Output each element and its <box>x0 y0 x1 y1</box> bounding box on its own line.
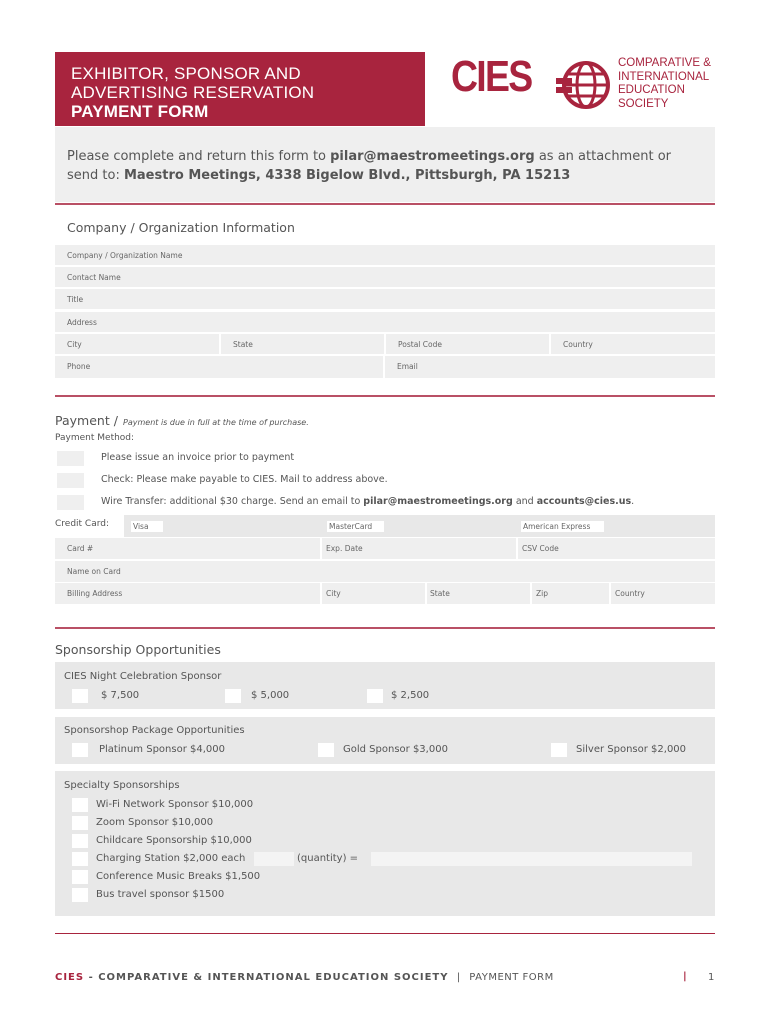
address-field[interactable]: Address <box>55 312 715 332</box>
company-heading: Company / Organization Information <box>67 220 295 235</box>
night-5000-label: $ 5,000 <box>251 690 290 701</box>
globe-icon <box>556 60 612 110</box>
phone-field[interactable]: Phone <box>55 356 383 378</box>
title-line-3: PAYMENT FORM <box>71 102 209 121</box>
intro-address: Maestro Meetings, 4338 Bigelow Blvd., Pittsburgh, PA 15213 <box>123 168 571 183</box>
billing-country-field[interactable]: Country <box>611 583 715 604</box>
logo-sub-3: EDUCATION <box>618 84 685 96</box>
title-field[interactable]: Title <box>55 289 715 309</box>
logo-sub-4: SOCIETY <box>618 97 669 110</box>
footer-org: CIES <box>55 972 85 983</box>
wire-email-2[interactable]: accounts@cies.us <box>536 496 632 507</box>
footer-sep: | <box>456 972 462 983</box>
silver-label: Silver Sponsor $2,000 <box>576 744 687 755</box>
contact-name-field[interactable]: Contact Name <box>55 267 715 287</box>
specialty-title: Specialty Sponsorships <box>64 780 180 791</box>
divider <box>55 627 715 629</box>
music-breaks-checkbox[interactable] <box>72 870 88 884</box>
billing-address-field[interactable]: Billing Address <box>55 583 320 604</box>
payment-note: Payment is due in full at the time of purchase. <box>123 418 309 427</box>
invoice-checkbox[interactable] <box>57 451 84 466</box>
intro-box <box>55 127 715 202</box>
amex-option[interactable]: American Express <box>521 521 604 532</box>
invoice-option-label: Please issue an invoice prior to payment <box>101 452 295 463</box>
check-option-label: Check: Please make payable to CIES. Mail to address above. <box>101 474 388 485</box>
night-sponsor-box <box>55 662 715 709</box>
name-on-card-field[interactable]: Name on Card <box>55 561 715 582</box>
silver-checkbox[interactable] <box>551 743 567 757</box>
wire-end: . <box>631 496 635 507</box>
wire-text: Wire Transfer: additional $30 charge. Send an email to <box>101 496 364 507</box>
zoom-label: Zoom Sponsor $10,000 <box>96 817 214 828</box>
night-7500-checkbox[interactable] <box>72 689 88 703</box>
card-number-field[interactable]: Card # <box>55 538 320 559</box>
sponsorship-heading: Sponsorship Opportunities <box>55 642 221 657</box>
city-field[interactable]: City <box>55 334 219 354</box>
logo-sub-1: COMPARATIVE & <box>618 57 711 69</box>
csv-code-field[interactable]: CSV Code <box>518 538 715 559</box>
footer-org-full: - COMPARATIVE & INTERNATIONAL EDUCATION SOCIETY <box>84 972 449 983</box>
logo-sub-2: INTERNATIONAL <box>618 70 710 83</box>
intro-email[interactable]: pilar@maestromeetings.org <box>330 149 535 164</box>
music-breaks-label: Conference Music Breaks $1,500 <box>96 871 261 882</box>
footer-form: PAYMENT FORM <box>469 972 554 983</box>
email-field[interactable]: Email <box>385 356 715 378</box>
night-2500-label: $ 2,500 <box>391 690 430 701</box>
package-title: Sponsorshop Package Opportunities <box>64 725 245 736</box>
org-name-field[interactable]: Company / Organization Name <box>55 245 715 265</box>
childcare-label: Childcare Sponsorship $10,000 <box>96 835 252 846</box>
title-line-2: ADVERTISING RESERVATION <box>71 83 315 102</box>
night-2500-checkbox[interactable] <box>367 689 383 703</box>
platinum-checkbox[interactable] <box>72 743 88 757</box>
zoom-checkbox[interactable] <box>72 816 88 830</box>
credit-card-label: Credit Card: <box>55 519 110 529</box>
cies-logo-text: CIES <box>451 52 532 101</box>
wifi-checkbox[interactable] <box>72 798 88 812</box>
title-banner <box>55 52 425 126</box>
exp-date-field[interactable]: Exp. Date <box>322 538 516 559</box>
wifi-label: Wi-Fi Network Sponsor $10,000 <box>96 799 254 810</box>
footer-page-sep: | <box>683 971 688 982</box>
wire-email-1[interactable]: pilar@maestromeetings.org <box>363 496 513 507</box>
divider <box>55 933 715 934</box>
quantity-label: (quantity) = <box>297 853 359 864</box>
mastercard-option[interactable]: MasterCard <box>327 521 384 532</box>
billing-city-field[interactable]: City <box>322 583 425 604</box>
bus-travel-checkbox[interactable] <box>72 888 88 902</box>
wire-checkbox[interactable] <box>57 495 84 510</box>
visa-option[interactable]: Visa <box>131 521 163 532</box>
charging-checkbox[interactable] <box>72 852 88 866</box>
wire-option-label <box>101 496 634 507</box>
night-7500-label: $ 7,500 <box>101 690 140 701</box>
platinum-label: Platinum Sponsor $4,000 <box>99 744 225 755</box>
charging-total-input[interactable] <box>371 852 692 866</box>
charging-label: Charging Station $2,000 each <box>96 853 246 864</box>
wire-and: and <box>512 496 537 507</box>
billing-state-field[interactable]: State <box>427 583 530 604</box>
logo-subtitle <box>618 57 711 111</box>
footer-page-number: 1 <box>708 972 716 983</box>
postal-code-field[interactable]: Postal Code <box>386 334 549 354</box>
gold-checkbox[interactable] <box>318 743 334 757</box>
gold-label: Gold Sponsor $3,000 <box>343 744 448 755</box>
check-checkbox[interactable] <box>57 473 84 488</box>
childcare-checkbox[interactable] <box>72 834 88 848</box>
payment-heading-row <box>55 410 309 429</box>
payment-heading: Payment / <box>55 413 118 428</box>
credit-card-row <box>124 515 715 537</box>
payment-method-label: Payment Method: <box>55 433 135 443</box>
country-field[interactable]: Country <box>551 334 715 354</box>
intro-text-1: Please complete and return this form to <box>67 149 331 164</box>
night-sponsor-title: CIES Night Celebration Sponsor <box>64 671 222 682</box>
divider <box>55 203 715 205</box>
title-line-1: EXHIBITOR, SPONSOR AND <box>71 64 301 83</box>
footer-left <box>55 972 554 983</box>
bus-travel-label: Bus travel sponsor $1500 <box>96 889 225 900</box>
divider <box>55 395 715 397</box>
state-field[interactable]: State <box>221 334 384 354</box>
billing-zip-field[interactable]: Zip <box>532 583 609 604</box>
night-5000-checkbox[interactable] <box>225 689 241 703</box>
intro-text-2: as an attachment or send to: <box>67 149 671 183</box>
charging-quantity-input[interactable] <box>254 852 294 866</box>
